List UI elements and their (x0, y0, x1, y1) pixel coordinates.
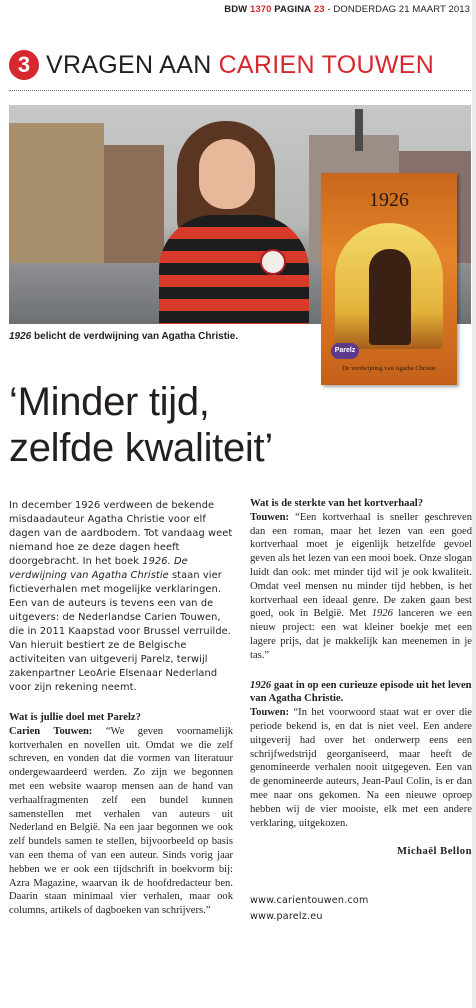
question-2: Wat is de sterkte van het kortverhaal? (250, 498, 424, 509)
intro-paragraph: In december 1926 verdween de bekende misdaadauteur Agatha Christie voor elf dagen van de aardbodem. Tot vandaag weet niemand hoe ze deze dagen heeft doorgebracht. In het boek 1926. De verdwijning van Agatha Christie staan vier fictieverhalen met mogelijke verklaringen. Een van de auteurs is tevens een van de uitgevers: de Nederlandse Carien Touwen, die in 2011 Kaapstad voor Brussel verruilde. Van hieruit bestiert ze de Belgische activiteiten van uitgeverij Parelz, terwijl zakenpartner LeoArie Elsenaar Nederland voor zijn rekening neemt. (9, 500, 233, 693)
article-column-right (250, 497, 472, 925)
photo-building-mid (104, 145, 164, 270)
article-column-left (9, 499, 233, 918)
answer-2: Touwen: “Een kortverhaal is sneller geschreven dan een roman, maar het lezen van een goed kortverhaal moet je eigenlijk hetzelfde gevoel geven als het lezen van een mooi boek. Onze slogan luidt dan ook: met minder tijd wil je ook kwaliteit. Omdat veel mensen nu minder tijd hebben, is het kortverhaal een ideaal genre. De zaken gaan best goed, ook in België. Met 1926 lanceren we een nieuw project: een wat kleiner boekje met een lagere prijs, dat je makkelijk kan meenemen in je tas.” (250, 511, 472, 661)
section-headline (9, 50, 434, 80)
photo-person-sweater (159, 215, 309, 324)
answer-2-speaker: Touwen: (250, 511, 290, 523)
issue-number: 1370 (250, 4, 272, 15)
headline-name: CARIEN TOUWEN (218, 50, 435, 79)
intro-book-title: 1926. De verdwijning van Agatha Christie (9, 556, 188, 581)
page-label: PAGINA (274, 4, 312, 15)
website-links (250, 893, 472, 925)
question-1: Wat is jullie doel met Parelz? (9, 712, 141, 723)
answer-3-speaker: Touwen: (250, 707, 290, 719)
answer-1-speaker: Carien Touwen: (9, 725, 93, 737)
book-cover-figure (369, 249, 411, 345)
photo-building-left (9, 123, 104, 273)
caption-book-title: 1926 (9, 331, 32, 342)
pull-quote (9, 379, 273, 471)
book-cover-title: 1926 (369, 189, 409, 211)
question-3: 1926 gaat in op een curieuze episode uit het leven van Agatha Christie. (250, 679, 472, 705)
page-edge (472, 0, 476, 1008)
link-carientouwen[interactable]: www.carientouwen.com (250, 895, 369, 907)
photo-caption (9, 331, 238, 342)
page-number: 23 (313, 4, 325, 15)
book-cover (321, 173, 457, 385)
pull-quote-line-2: zelfde kwaliteit’ (9, 426, 273, 470)
dotted-divider (9, 90, 471, 91)
answer-1: Carien Touwen: “We geven voornamelijk kortverhalen en novellen uit. Omdat we die zelf schreven, en vonden dat die vormen van literatuur ondergewaardeerd werden. Zo zijn we begonnen met een website waarop mensen aan de hand van verhaalfragmenten zelf een bundel kunnen samenstellen met verhalen van auteurs uit Nederland en België. Na een jaar begonnen we ook zelf bundels samen te stellen, bijvoorbeeld op basis van een thema of van een auteur. Sinds vorig jaar hebben we er ook een tijdschrift in boekvorm bij: Azra Magazine, waarvan ik de hoofdredacteur ben. Daarin staan minimaal vier verhalen, maar ook columns, artikels of dagboeken van schrijvers.” (9, 725, 233, 917)
publisher-logo: Parelz (331, 343, 359, 359)
book-cover-subtitle: De verdwijning van Agatha Christie (342, 365, 436, 372)
photo-spire (355, 109, 363, 151)
number-badge: 3 (9, 50, 39, 80)
link-parelz[interactable]: www.parelz.eu (250, 911, 323, 923)
issue-date: - DONDERDAG 21 MAART 2013 (324, 4, 470, 15)
book-cover-illustration (335, 223, 443, 349)
photo-person-badge (260, 249, 286, 275)
question-3-book-title: 1926 (250, 679, 272, 691)
headline-prefix: VRAGEN AAN (46, 50, 212, 79)
photo-person-face (199, 139, 255, 209)
answer-3: Touwen: “In het voorwoord staat wat er over die periode bekend is, en dat is niet veel. Een andere uitgeverij had over het onderwerp eens een schrijfwedstrijd georganiseerd, maar heeft de genomineerde verhalen nooit uitgegeven. Een van de genomineerde auteurs, Jean-Paul Colin, is er dan mee naar ons gekomen. Na een nieuwe oproep hebben wij de vier mooiste, elk met een andere verklaring, uitgekozen. (250, 707, 472, 829)
author-byline: Michaël Bellon (397, 846, 472, 858)
caption-text: belicht de verdwijning van Agatha Christie. (31, 331, 239, 342)
page-masthead (224, 4, 470, 15)
pull-quote-line-1: ‘Minder tijd, (9, 380, 210, 424)
publication-name: BDW (224, 4, 248, 15)
answer-2-book-title: 1926 (371, 608, 393, 620)
